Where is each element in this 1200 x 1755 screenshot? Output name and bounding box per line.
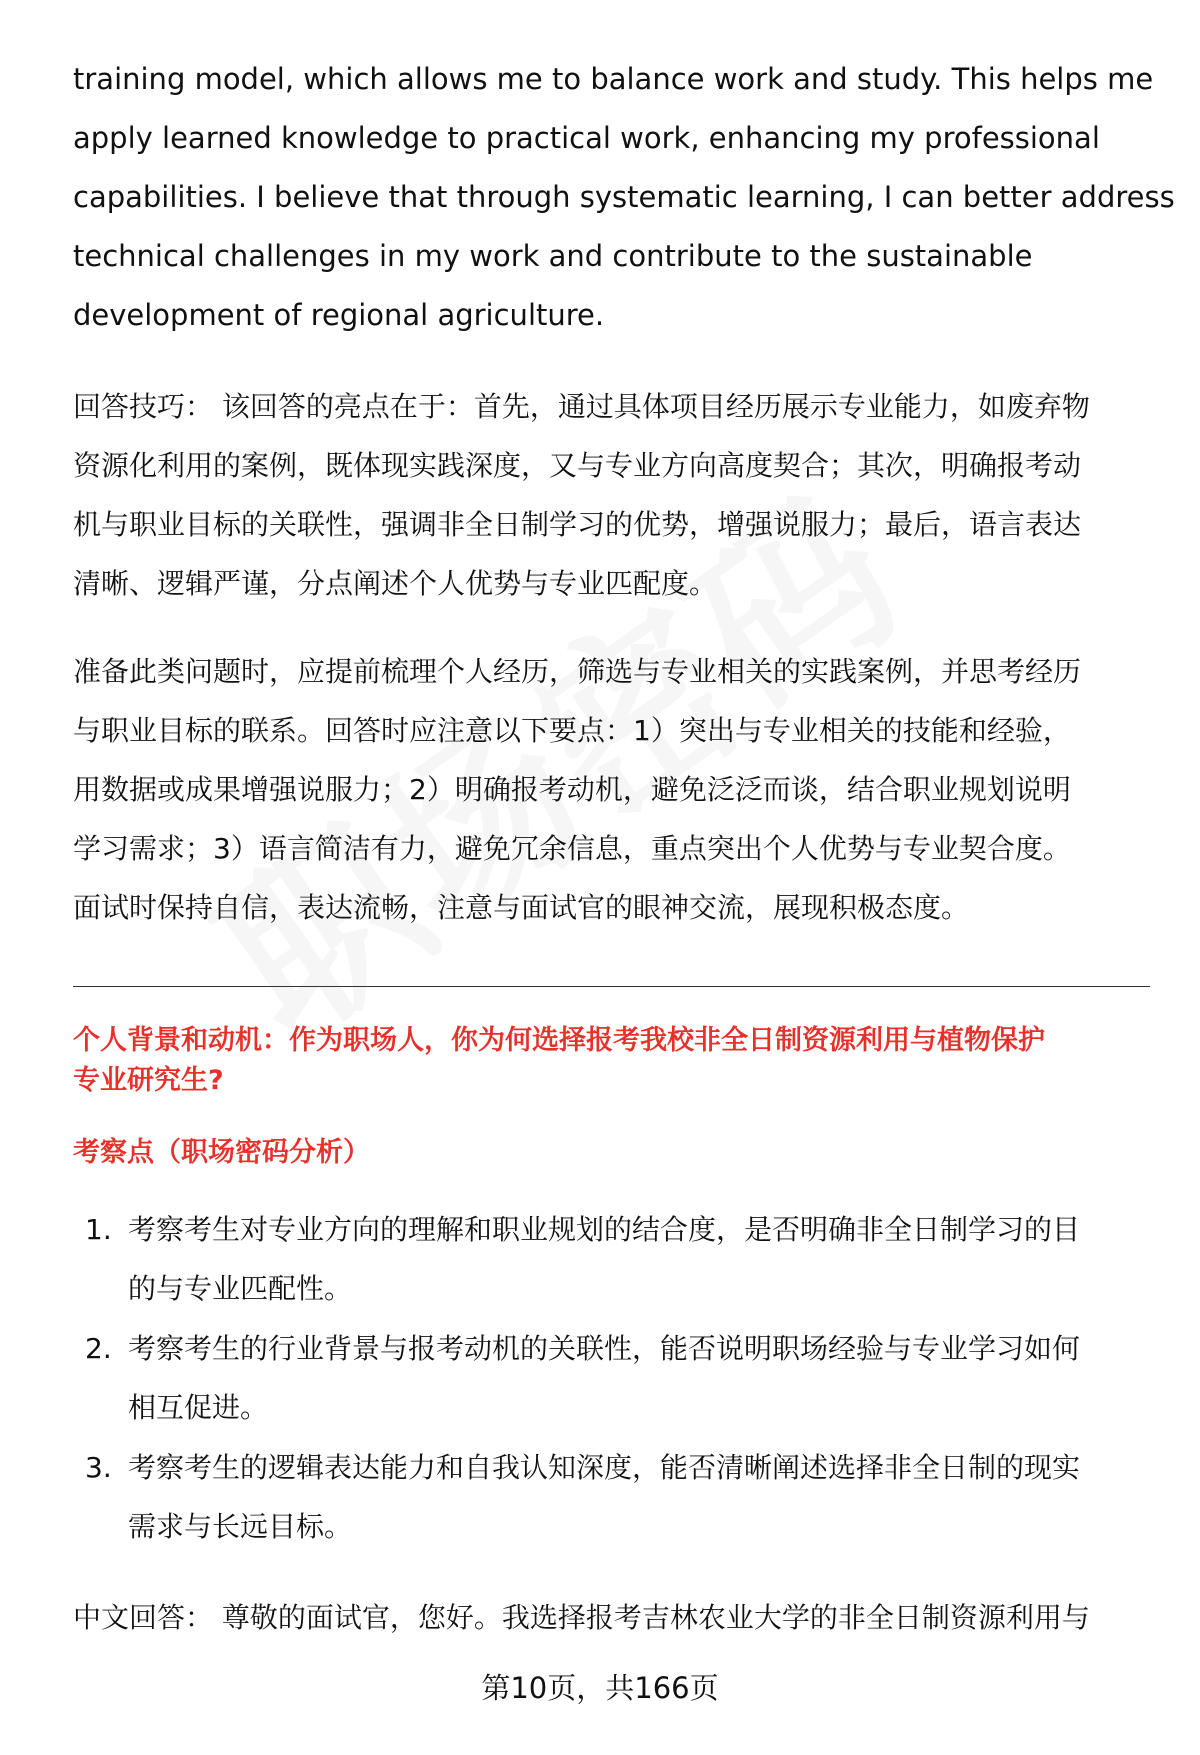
text-line: 学习需求；3）语言简洁有力，避免冗余信息，重点突出个人优势与专业契合度。 — [73, 832, 1071, 865]
text-line: 中文回答： 尊敬的面试官，您好。我选择报考吉林农业大学的非全日制资源利用与 — [73, 1601, 1090, 1634]
heading-line: 专业研究生? — [73, 1065, 224, 1096]
preparation-paragraph — [73, 642, 1163, 937]
text-line: 资源化利用的案例，既体现实践深度，又与专业方向高度契合；其次，明确报考动 — [73, 449, 1082, 482]
list-number: 1. — [85, 1213, 112, 1246]
list-number: 3. — [85, 1451, 112, 1484]
page-number-footer: 第10页，共166页 — [481, 1671, 719, 1705]
divider — [73, 986, 1150, 987]
text-line: 用数据或成果增强说服力；2）明确报考动机，避免泛泛而谈，结合职业规划说明 — [73, 773, 1071, 806]
chinese-answer-paragraph — [73, 1588, 1163, 1647]
text-line: 清晰、逻辑严谨，分点阐述个人优势与专业匹配度。 — [73, 567, 718, 600]
text-line: 考察考生对专业方向的理解和职业规划的结合度，是否明确非全日制学习的目 — [128, 1213, 1081, 1246]
text-line: 相互促进。 — [128, 1391, 269, 1424]
focus-heading — [73, 1133, 1163, 1173]
text-line: 机与职业目标的关联性，强调非全日制学习的优势，增强说服力；最后，语言表达 — [73, 508, 1082, 541]
text-line: 回答技巧： 该回答的亮点在于：首先，通过具体项目经历展示专业能力，如废弃物 — [73, 390, 1090, 423]
english-answer-paragraph — [73, 50, 1175, 345]
text-line: training model, which allows me to balance work and study. This helps me — [73, 62, 1154, 96]
text-line: 考察考生的逻辑表达能力和自我认知深度，能否清晰阐述选择非全日制的现实 — [128, 1451, 1081, 1484]
list-number: 2. — [85, 1332, 112, 1365]
text-line: capabilities. I believe that through systematic learning, I can better address — [73, 180, 1175, 214]
heading-line: 个人背景和动机：作为职场人，你为何选择报考我校非全日制资源利用与植物保护 — [73, 1025, 1045, 1056]
text-line: 与职业目标的联系。回答时应注意以下要点：1）突出与专业相关的技能和经验， — [73, 714, 1071, 747]
text-line: technical challenges in my work and contribute to the sustainable — [73, 239, 1033, 273]
text-line: development of regional agriculture. — [73, 298, 605, 332]
heading-line: 考察点（职场密码分析） — [73, 1137, 370, 1168]
text-line: 的与专业匹配性。 — [128, 1272, 353, 1305]
text-line: 考察考生的行业背景与报考动机的关联性，能否说明职场经验与专业学习如何 — [128, 1332, 1081, 1365]
text-line: 需求与长远目标。 — [128, 1510, 353, 1543]
focus-list — [73, 1200, 1163, 1560]
answer-tips-paragraph — [73, 377, 1163, 613]
text-line: 准备此类问题时，应提前梳理个人经历，筛选与专业相关的实践案例，并思考经历 — [73, 655, 1082, 688]
text-line: apply learned knowledge to practical work, enhancing my professional — [73, 121, 1100, 155]
text-line: 面试时保持自信，表达流畅，注意与面试官的眼神交流，展现积极态度。 — [73, 891, 970, 924]
question-heading — [73, 1021, 1163, 1101]
